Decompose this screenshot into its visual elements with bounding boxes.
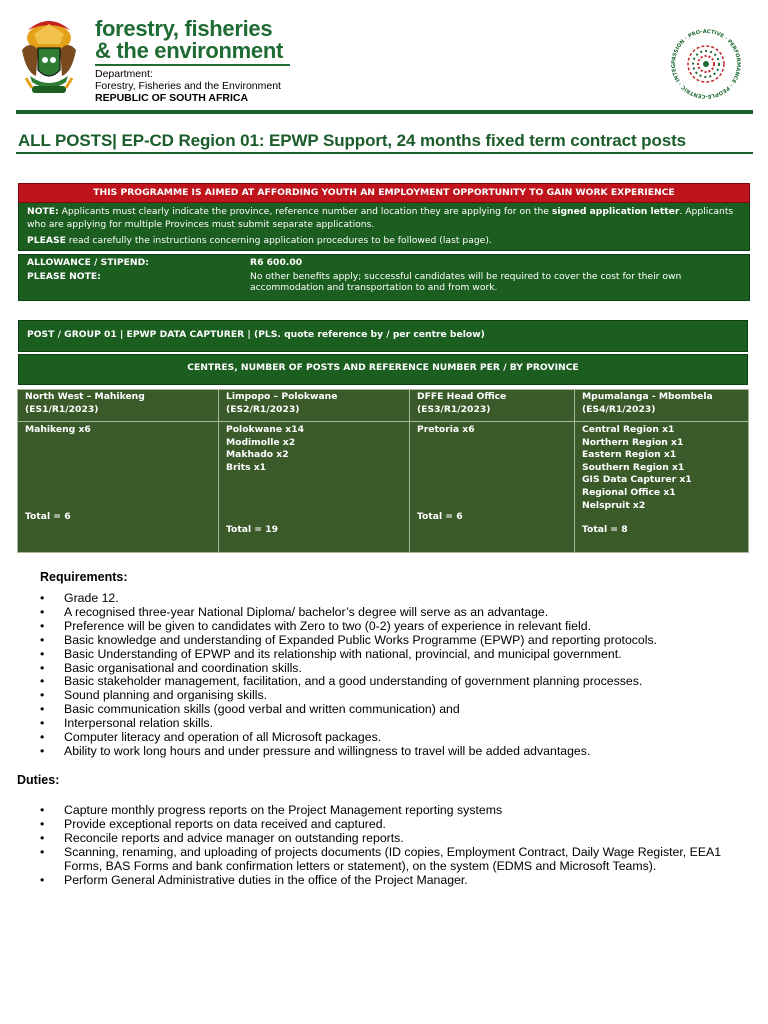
note-label: NOTE: <box>27 206 59 217</box>
please-label: PLEASE <box>27 235 66 246</box>
region-name: DFFE Head Office <box>417 391 507 402</box>
list-item: • Basic communication skills (good verbal and written communication) and <box>40 703 750 717</box>
table-cell <box>219 422 410 553</box>
duties-heading: Duties: <box>17 773 60 787</box>
note-bold-text: signed application letter <box>551 206 680 217</box>
list-item: • Sound planning and organising skills. <box>40 689 750 703</box>
allowance-value: R6 600.00 <box>250 257 303 268</box>
total-count: Total = 6 <box>417 511 463 522</box>
post-item: Northern Region x1 <box>582 436 684 448</box>
list-item: • Capture monthly progress reports on the Project Management reporting systems <box>40 804 760 818</box>
department-label: Department: <box>95 68 153 80</box>
post-item: Regional Office x1 <box>582 486 676 498</box>
please-paragraph <box>27 234 741 247</box>
requirements-list <box>40 592 750 759</box>
brand-line-1: forestry, fisheries <box>95 16 273 41</box>
reference-number: (ES1/R1/2023) <box>25 403 99 415</box>
list-item: • Perform General Administrative duties in the office of the Project Manager. <box>40 874 760 888</box>
post-item: Modimolle x2 <box>226 436 296 448</box>
requirements-heading: Requirements: <box>40 570 128 584</box>
centres-heading: CENTRES, NUMBER OF POSTS AND REFERENCE NUMBER PER / BY PROVINCE <box>18 354 748 385</box>
values-seal-logo <box>666 24 746 104</box>
programme-banner: THIS PROGRAMME IS AIMED AT AFFORDING YOUTH AN EMPLOYMENT OPPORTUNITY TO GAIN WORK EXPERIENCE <box>18 183 750 203</box>
title-underline <box>16 152 753 154</box>
department-subtitle <box>95 68 281 104</box>
reference-number: (ES2/R1/2023) <box>226 403 300 415</box>
programme-info-block <box>18 183 750 301</box>
table-header-cell <box>219 390 410 422</box>
list-item: • Basic knowledge and understanding of Expanded Public Works Programme (EPWP) and reporting protocols. <box>40 634 750 648</box>
please-note-label: PLEASE NOTE: <box>27 271 101 282</box>
list-item: • A recognised three-year National Diploma/ bachelor’s degree will serve as an advantage. <box>40 606 750 620</box>
post-item: Southern Region x1 <box>582 461 685 473</box>
post-item: Polokwane x14 <box>226 424 304 435</box>
post-item: Central Region x1 <box>582 424 675 435</box>
table-header-row <box>18 390 749 422</box>
list-item: • Reconcile reports and advice manager on outstanding reports. <box>40 832 760 846</box>
please-note-text: No other benefits apply; successful candidates will be required to cover the cost for their own accommodation and transportation to and from work. <box>250 271 682 293</box>
total-count: Total = 19 <box>226 524 278 535</box>
svg-text:PASSION · PRO-ACTIVE · PERFORM: PASSION · PRO-ACTIVE · PERFORMANCE · PEOPLE-CENTRIC · INTEG <box>670 28 742 100</box>
table-header-cell <box>18 390 219 422</box>
duties-list <box>40 804 760 887</box>
post-item: Mahikeng x6 <box>25 424 91 435</box>
allowance-box <box>18 254 750 301</box>
table-header-cell <box>410 390 575 422</box>
header-divider-bar <box>16 110 753 114</box>
post-item: Makhado x2 <box>226 449 289 461</box>
total-count: Total = 8 <box>582 524 628 535</box>
table-cell <box>18 422 219 553</box>
please-text: read carefully the instructions concerning application procedures to be followed (last page). <box>65 235 492 246</box>
total-count: Total = 6 <box>25 511 71 522</box>
department-name: Forestry, Fisheries and the Environment <box>95 80 281 92</box>
table-row <box>18 422 749 553</box>
allowance-label: ALLOWANCE / STIPEND: <box>27 257 149 268</box>
list-item: • Computer literacy and operation of all Microsoft packages. <box>40 731 750 745</box>
reference-number: (ES4/R1/2023) <box>582 403 656 415</box>
table-cell <box>410 422 575 553</box>
note-paragraph <box>27 205 741 231</box>
note-text-2: . Applicants who are applying for multiple Provinces must submit separate applications. <box>27 206 734 230</box>
coat-of-arms-logo <box>16 16 82 100</box>
page-title: ALL POSTS| EP-CD Region 01: EPWP Support, 24 months fixed term contract posts <box>18 131 687 150</box>
post-item: GIS Data Capturer x1 <box>582 474 692 486</box>
region-name: Mpumalanga - Mbombela <box>582 391 713 402</box>
application-note <box>18 203 750 251</box>
centres-table <box>17 389 749 553</box>
post-heading: POST / GROUP 01 | EPWP DATA CAPTURER | (PLS. quote reference by / per centre below) <box>18 320 748 352</box>
table-header-cell <box>575 390 749 422</box>
brand-divider <box>95 64 290 66</box>
post-item: Eastern Region x1 <box>582 449 677 461</box>
list-item: • Grade 12. <box>40 592 750 606</box>
post-item: Pretoria x6 <box>417 424 475 435</box>
list-item: • Preference will be given to candidates with Zero to two (0-2) years of experience in relevant field. <box>40 620 750 634</box>
table-cell <box>575 422 749 553</box>
department-brand-title <box>95 18 283 62</box>
note-text-1: Applicants must clearly indicate the province, reference number and location they are applying for on the <box>58 206 552 217</box>
reference-number: (ES3/R1/2023) <box>417 403 491 415</box>
list-item: • Ability to work long hours and under pressure and willingness to travel will be added advantages. <box>40 745 750 759</box>
list-item: • Basic stakeholder management, facilitation, and a good understanding of government planning processes. <box>40 675 750 689</box>
list-item: • Scanning, renaming, and uploading of projects documents (ID copies, Employment Contract, Daily Wage Register, EEA1 Forms, BAS Forms and bank confirmation letters or statement), on the system (EDMS and Microsoft Teams). <box>40 846 760 874</box>
list-item: • Basic organisational and coordination skills. <box>40 662 750 676</box>
region-name: Limpopo – Polokwane <box>226 391 338 402</box>
post-item: Brits x1 <box>226 461 267 473</box>
republic-label: REPUBLIC OF SOUTH AFRICA <box>95 92 249 104</box>
region-name: North West – Mahikeng <box>25 391 145 402</box>
list-item: • Basic Understanding of EPWP and its relationship with national, provincial, and municipal government. <box>40 648 750 662</box>
list-item: • Interpersonal relation skills. <box>40 717 750 731</box>
list-item: • Provide exceptional reports on data received and captured. <box>40 818 760 832</box>
post-item: Nelspruit x2 <box>582 499 646 511</box>
brand-line-2: & the environment <box>95 38 284 63</box>
